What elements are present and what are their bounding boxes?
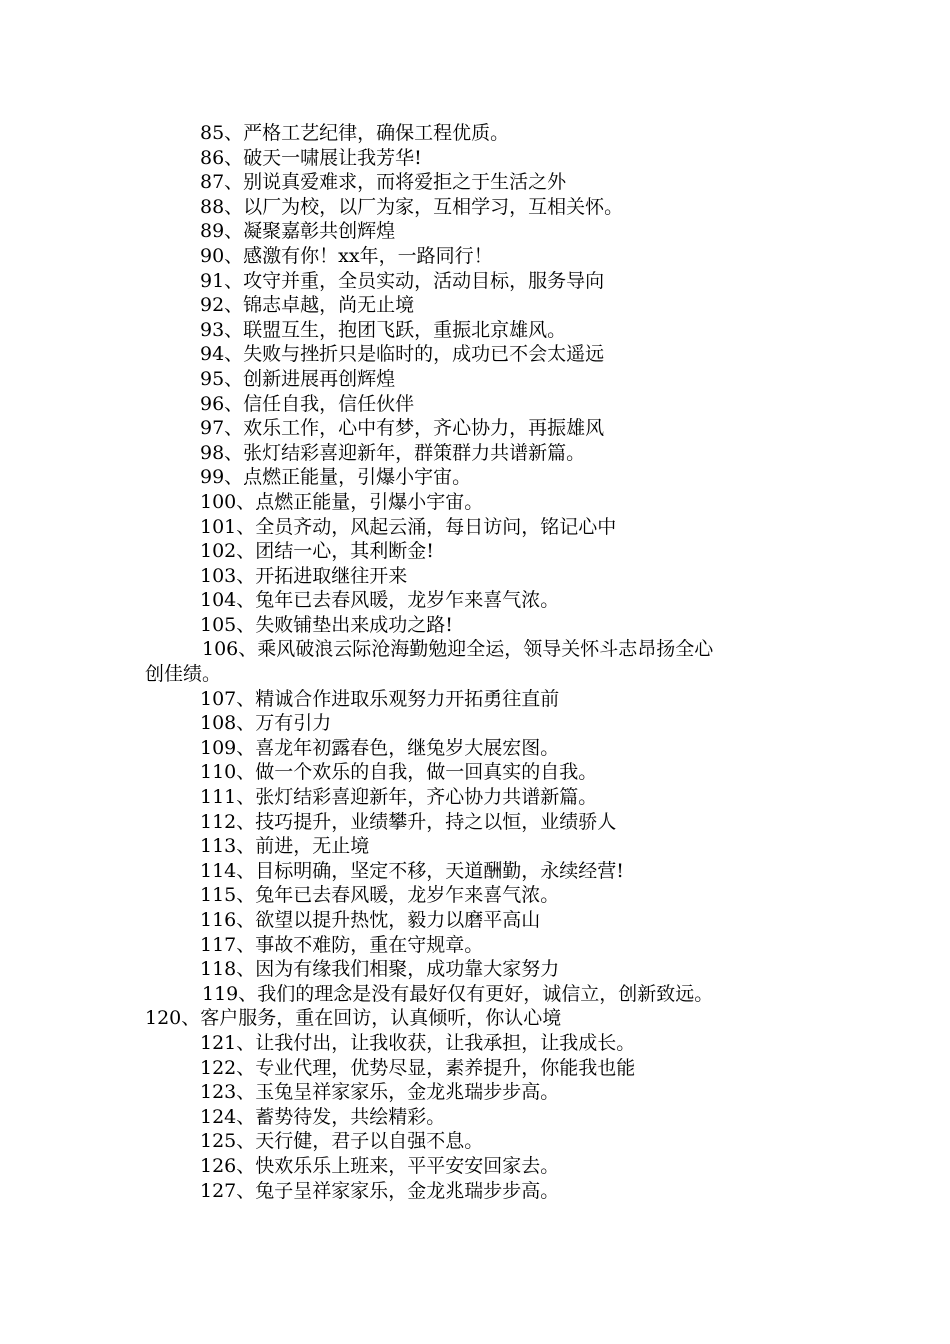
list-item: 88、以厂为校，以厂为家，互相学习，互相关怀。 [200, 195, 624, 218]
list-item: 101、全员齐动，风起云涌，每日访问，铭记心中 [200, 515, 617, 538]
list-item: 110、做一个欢乐的自我，做一回真实的自我。 [200, 761, 598, 784]
list-item-continuation: 创佳绩。 [145, 663, 222, 686]
list-item: 126、快欢乐乐上班来，平平安安回家去。 [200, 1154, 560, 1177]
list-item: 109、喜龙年初露春色，继兔岁大展宏图。 [200, 736, 560, 759]
list-item: 114、目标明确，坚定不移，天道酬勤，永续经营! [200, 859, 624, 882]
list-item: 92、锦志卓越，尚无止境 [200, 294, 415, 317]
list-item: 100、点燃正能量，引爆小宇宙。 [200, 490, 484, 513]
list-item: 113、前进，无止境 [200, 835, 370, 858]
list-item: 97、欢乐工作，心中有梦，齐心协力，再振雄风 [200, 417, 605, 440]
slogan-list [0, 121, 950, 1203]
list-item: 111、张灯结彩喜迎新年，齐心协力共谱新篇。 [200, 786, 598, 809]
list-item: 91、攻守并重，全员实动，活动目标，服务导向 [200, 269, 605, 292]
list-item: 125、天行健，君子以自强不息。 [200, 1130, 484, 1153]
list-item: 89、凝聚嘉彰共创辉煌 [200, 220, 396, 243]
list-item: 99、点燃正能量，引爆小宇宙。 [200, 466, 472, 489]
list-item: 121、让我付出，让我收获，让我承担，让我成长。 [200, 1031, 636, 1054]
list-item: 118、因为有缘我们相聚，成功靠大家努力 [200, 958, 560, 981]
list-item: 106、乘风破浪云际沧海勤勉迎全运，领导关怀斗志昂扬全心 [202, 638, 714, 661]
list-item: 116、欲望以提升热忱，毅力以磨平高山 [200, 909, 541, 931]
list-item: 127、兔子呈祥家家乐，金龙兆瑞步步高。 [200, 1179, 560, 1202]
list-item: 117、事故不难防，重在守规章。 [200, 933, 484, 956]
list-item: 102、团结一心，其利断金! [200, 540, 434, 563]
list-item: 119、我们的理念是没有最好仅有更好，诚信立，创新致远。 [202, 982, 714, 1005]
list-item: 120、客户服务，重在回访，认真倾听，你认心境 [145, 1007, 562, 1030]
list-item: 107、精诚合作进取乐观努力开拓勇往直前 [200, 687, 560, 710]
list-item: 94、失败与挫折只是临时的，成功已不会太遥远 [200, 343, 605, 366]
list-item: 90、感激有你！xx年，一路同行！ [200, 244, 493, 267]
list-item: 98、张灯结彩喜迎新年，群策群力共谱新篇。 [200, 441, 586, 464]
list-item: 105、失败铺垫出来成功之路! [200, 613, 453, 636]
list-item: 124、蓄势待发，共绘精彩。 [200, 1105, 446, 1128]
list-item: 87、别说真爱难求，而将爱拒之于生活之外 [200, 171, 567, 194]
list-item: 108、万有引力 [200, 712, 332, 735]
list-item: 95、创新进展再创辉煌 [200, 367, 396, 390]
list-item: 122、专业代理，优势尽显，素养提升，你能我也能 [200, 1056, 636, 1079]
list-item: 96、信任自我，信任伙伴 [200, 392, 415, 415]
list-item: 104、兔年已去春风暖，龙岁乍来喜气浓。 [200, 589, 560, 612]
list-item: 103、开拓进取继往开来 [200, 564, 408, 587]
list-item: 86、破天一啸展让我芳华! [200, 146, 422, 169]
list-item: 85、严格工艺纪律，确保工程优质。 [200, 122, 510, 144]
list-item: 115、兔年已去春风暖，龙岁乍来喜气浓。 [200, 884, 560, 907]
list-item: 123、玉兔呈祥家家乐，金龙兆瑞步步高。 [200, 1081, 560, 1104]
list-item: 112、技巧提升，业绩攀升，持之以恒，业绩骄人 [200, 810, 617, 833]
list-item: 93、联盟互生，抱团飞跃，重振北京雄风。 [200, 318, 567, 341]
